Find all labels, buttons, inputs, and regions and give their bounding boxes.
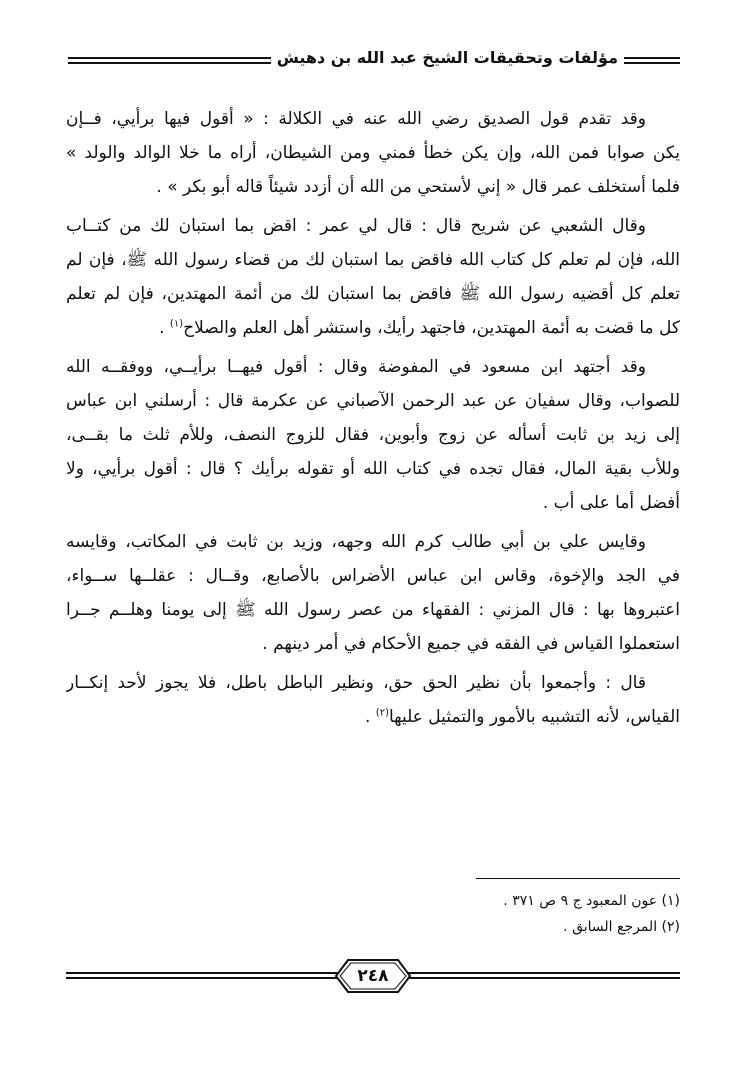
footnote-separator xyxy=(476,878,680,879)
text-line: في الجد والإخوة، وقاس ابن عباس الأضراس بالأصابع، وقــال : عقلــها ســواء، xyxy=(66,566,680,586)
text-line: وقد تقدم قول الصديق رضي الله عنه في الكلالة : « أقول فيها برأيي، فــإن xyxy=(66,109,646,129)
footnote: (٢) المرجع السابق . xyxy=(563,919,680,935)
text-line: إلى زيد بن ثابت أسأله عن زوج وأبوين، فقال للزوج النصف، وللأم ثلث ما بقــى، xyxy=(66,425,680,445)
text-line: يكن صوابا فمن الله، وإن يكن خطأ فمني ومن الشيطان، أراه ما خلا الوالد والولد » xyxy=(66,143,680,163)
text-run: القياس، لأنه التشبيه بالأمور والتمثيل عليها xyxy=(388,707,680,727)
footnotes xyxy=(380,888,680,940)
main-text xyxy=(66,102,680,734)
text-line: وللأب بقية المال، فقال تجده في كتاب الله أو تقوله برأيك ؟ قال : أقول برأيي، ولا xyxy=(66,459,680,479)
text-line: وقال الشعبي عن شريح قال : قال لي عمر : اقض بما استبان لك من كتــاب xyxy=(66,216,646,236)
text-line: قال : وأجمعوا بأن نظير الحق حق، ونظير الباطل باطل، فلا يجوز لأحد إنكــار xyxy=(66,673,646,693)
footnote-ref: (١) xyxy=(169,318,184,330)
book-title: مؤلفات وتحقيقات الشيخ عبد الله بن دهيش xyxy=(271,48,624,67)
text-line: أفضل أما على أب . xyxy=(542,493,680,513)
page-number-box xyxy=(334,958,412,994)
text-run: كل ما قضت به أئمة المهتدين، فاجتهد رأيك، واستشر أهل العلم والصلاح xyxy=(183,318,680,338)
text-line xyxy=(66,700,680,734)
text-line: تعلم كل أقضيه رسول الله ﷺ فاقض بما استبان لك من أئمة المهتدين، فإن لم تعلم xyxy=(66,284,680,304)
text-line: للصواب، وقال سفيان عن عبد الرحمن الآصباني عن عكرمة قال : أرسلني ابن عباس xyxy=(66,391,680,411)
text-line: وقايس علي بن أبي طالب كرم الله وجهه، وزيد بن ثابت في المكاتب، وقايسه xyxy=(66,532,646,552)
text-line: اعتبروها بها : قال المزني : الفقهاء من عصر رسول الله ﷺ إلى يومنا وهلــم جــرا xyxy=(66,600,680,620)
text-run: . xyxy=(364,707,376,727)
page-number: ٢٤٨ xyxy=(357,966,389,986)
text-line: الله، فإن لم تعلم كل كتاب الله فاقض بما استبان لك من قضاء رسول الله ﷺ، فإن لم xyxy=(66,250,680,270)
text-run: . xyxy=(159,318,170,338)
text-line: استعملوا القياس في الفقه في جميع الأحكام في أمر دينهم . xyxy=(262,634,680,654)
text-line: فلما أستخلف عمر قال « إني لأستحي من الله أن أزدد شيئاً قاله أبو بكر » . xyxy=(156,177,680,197)
header-rule xyxy=(624,62,680,64)
footnote: (١) عون المعبود ج ٩ ص ٣٧١ . xyxy=(503,893,680,909)
header-rule xyxy=(624,57,680,59)
text-line xyxy=(66,311,680,345)
running-header xyxy=(68,50,680,76)
page-footer xyxy=(66,958,680,998)
text-line: وقد أجتهد ابن مسعود في المفوضة وقال : أقول فيهــا برأيــي، ووفقــه الله xyxy=(66,357,646,377)
footnote-ref: (٢) xyxy=(375,707,389,719)
